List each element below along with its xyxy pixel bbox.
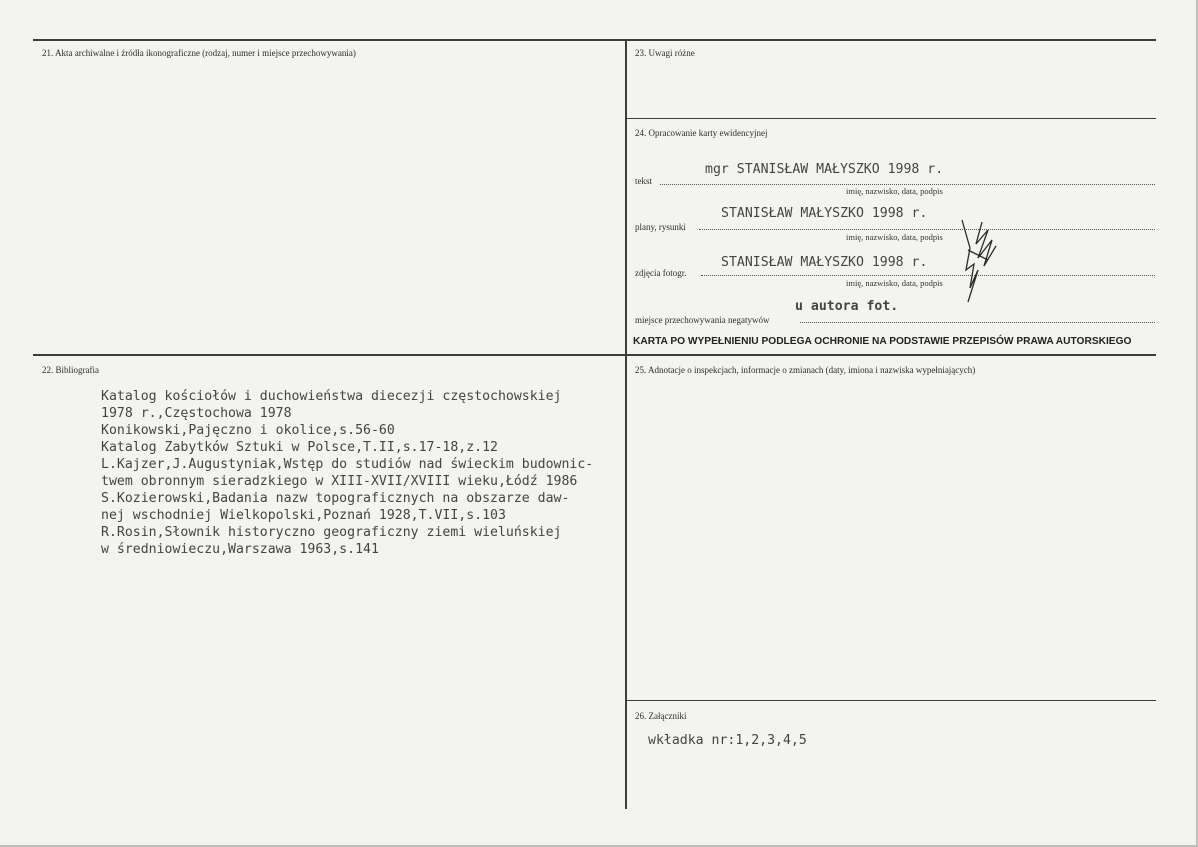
- zdjecia-value: STANISŁAW MAŁYSZKO 1998 r.: [721, 255, 928, 270]
- plany-dotted-line: [699, 229, 1155, 230]
- section-22-label: 22. Bibliografia: [42, 365, 99, 375]
- plany-value: STANISŁAW MAŁYSZKO 1998 r.: [721, 206, 928, 221]
- signature-mark: [948, 200, 1008, 320]
- bibliography-line: R.Rosin,Słownik historyczno geograficzny ziemi wieluńskiej: [101, 525, 562, 540]
- section-25-label: 25. Adnotacje o inspekcjach, informacje o zmianach (daty, imiona i nazwiska wypełniających): [635, 365, 976, 375]
- bibliography-line: w średniowieczu,Warszawa 1963,s.141: [101, 542, 379, 557]
- zdjecia-label: zdjęcia fotogr.: [635, 268, 687, 278]
- zdjecia-dotted-line: [701, 275, 1155, 276]
- bibliography-line: 1978 r.,Częstochowa 1978: [101, 406, 292, 421]
- tekst-label: tekst: [635, 176, 652, 186]
- section-23-label: 23. Uwagi różne: [635, 48, 695, 58]
- copyright-notice: KARTA PO WYPEŁNIENIU PODLEGA OCHRONIE NA PODSTAWIE PRZEPISÓW PRAWA AUTORSKIEGO: [633, 336, 1132, 347]
- section-24-label: 24. Opracowanie karty ewidencyjnej: [635, 128, 768, 138]
- zdjecia-caption: imię, nazwisko, data, podpis: [846, 278, 943, 288]
- bibliography-line: Katalog Zabytków Sztuki w Polsce,T.II,s.17-18,z.12: [101, 440, 498, 455]
- miejsce-label: miejsce przechowywania negatywów: [635, 315, 770, 325]
- bibliography-line: Katalog kościołów i duchowieństwa diecezji częstochowskiej: [101, 389, 562, 404]
- plany-label: plany, rysunki: [635, 222, 686, 232]
- vertical-divider: [625, 39, 627, 809]
- miejsce-dotted-line: [800, 322, 1155, 323]
- bibliography-line: nej wschodniej Wielkopolski,Poznań 1928,T.VII,s.103: [101, 508, 506, 523]
- rule-23-24: [626, 118, 1156, 119]
- tekst-dotted-line: [660, 184, 1155, 185]
- attachments-value: wkładka nr:1,2,3,4,5: [648, 733, 807, 748]
- tekst-caption: imię, nazwisko, data, podpis: [846, 186, 943, 196]
- middle-rule: [33, 354, 1156, 356]
- tekst-value: mgr STANISŁAW MAŁYSZKO 1998 r.: [705, 162, 944, 177]
- bibliography-line: S.Kozierowski,Badania nazw topograficznych na obszarze daw-: [101, 491, 570, 506]
- rule-25-26: [626, 700, 1156, 701]
- bibliography-line: Konikowski,Pajęczno i okolice,s.56-60: [101, 423, 395, 438]
- bibliography-line: twem obronnym sieradzkiego w XIII-XVII/XVIII wieku,Łódź 1986: [101, 474, 578, 489]
- bibliography-line: L.Kajzer,J.Augustyniak,Wstęp do studiów nad świeckim budownic-: [101, 457, 594, 472]
- miejsce-value: u autora fot.: [795, 299, 899, 314]
- plany-caption: imię, nazwisko, data, podpis: [846, 232, 943, 242]
- section-21-label: 21. Akta archiwalne i źródła ikonograficzne (rodzaj, numer i miejsce przechowywania): [42, 48, 356, 58]
- section-26-label: 26. Załączniki: [635, 711, 687, 721]
- top-rule: [33, 39, 1156, 41]
